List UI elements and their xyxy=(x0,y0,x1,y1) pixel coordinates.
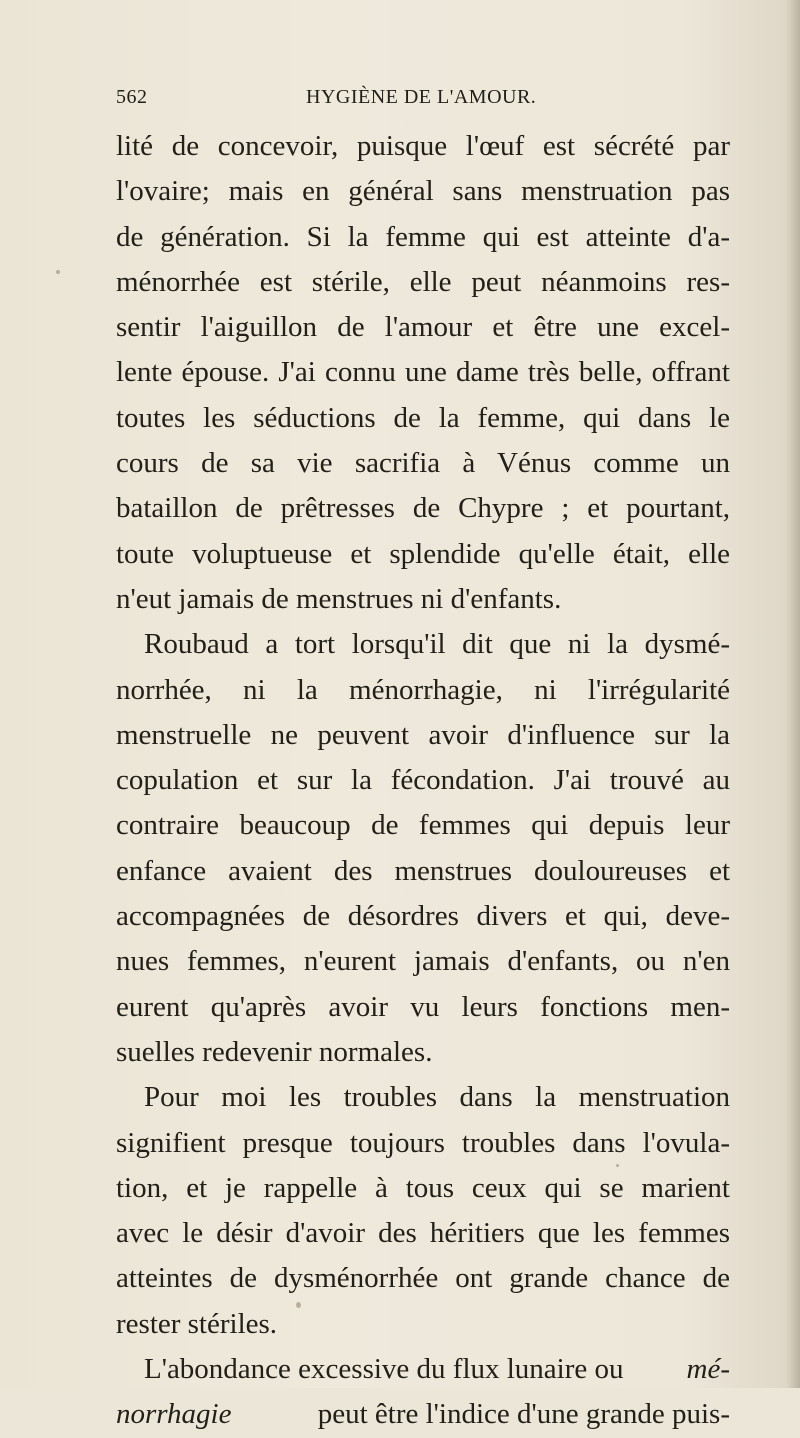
text-line xyxy=(116,1392,730,1437)
text-line: eurent qu'après avoir vu leurs fonctions men- xyxy=(116,990,730,1023)
text-line: enfance avaient des menstrues douloureuses et xyxy=(116,854,730,887)
text-line: norrhée, ni la ménorrhagie, ni l'irrégularité xyxy=(116,673,730,706)
text-line: bataillon de prêtresses de Chypre ; et pourtant, xyxy=(116,492,730,525)
running-title: HYGIÈNE DE L'AMOUR. xyxy=(306,86,537,108)
text-line: de génération. Si la femme qui est atteinte d'a- xyxy=(116,220,730,253)
paragraph-end-line: rester stériles. xyxy=(116,1307,278,1340)
text-line: l'ovaire; mais en général sans menstruation pas xyxy=(116,175,730,208)
text-line: atteintes de dysménorrhée ont grande chance de xyxy=(116,1262,730,1295)
text-line: tion, et je rappelle à tous ceux qui se marient xyxy=(116,1171,730,1204)
body-text xyxy=(116,124,730,1438)
text-line: sentir l'aiguillon de l'amour et être une excel- xyxy=(116,311,730,344)
page-number: 562 xyxy=(116,86,148,108)
paragraph-end-line: n'eut jamais de menstrues ni d'enfants. xyxy=(116,582,562,615)
page-edge-shadow xyxy=(786,0,800,1388)
text-line: accompagnées de désordres divers et qui, deve- xyxy=(116,900,730,933)
text-line: lité de concevoir, puisque l'œuf est sécrété par xyxy=(116,130,730,162)
text-line: ménorrhée est stérile, elle peut néanmoins res- xyxy=(116,265,730,298)
text-line: nues femmes, n'eurent jamais d'enfants, ou n'en xyxy=(116,945,730,978)
text-line: signifient presque toujours troubles dans l'ovula- xyxy=(116,1126,730,1159)
line-text: L'abondance excessive du flux lunaire ou xyxy=(144,1353,624,1386)
italic-term-fragment: mé- xyxy=(686,1353,730,1386)
paragraph-start-line xyxy=(116,1347,730,1392)
paper-speck xyxy=(296,1302,301,1308)
paragraph-start-line: Roubaud a tort lorsqu'il dit que ni la dysmé- xyxy=(144,628,730,661)
text-line: contraire beaucoup de femmes qui depuis leur xyxy=(116,809,730,842)
text-line: cours de sa vie sacrifia à Vénus comme un xyxy=(116,447,730,480)
text-line: lente épouse. J'ai connu une dame très belle, offrant xyxy=(116,356,730,389)
paragraph-start-line: Pour moi les troubles dans la menstruation xyxy=(144,1081,730,1114)
text-line: copulation et sur la fécondation. J'ai trouvé au xyxy=(116,764,730,797)
text-line: menstruelle ne peuvent avoir d'influence sur la xyxy=(116,718,730,751)
text-line: avec le désir d'avoir des héritiers que les femmes xyxy=(116,1217,730,1250)
text-line: toutes les séductions de la femme, qui dans le xyxy=(116,401,730,434)
paragraph-end-line: suelles redevenir normales. xyxy=(116,1035,433,1068)
paper-speck xyxy=(428,695,431,698)
italic-term: norrhagie xyxy=(116,1398,232,1431)
running-head xyxy=(116,86,730,114)
paper-speck xyxy=(56,270,60,274)
text-line: toute voluptueuse et splendide qu'elle était, elle xyxy=(116,537,730,570)
line-text: peut être l'indice d'une grande puis- xyxy=(310,1398,730,1431)
paper-speck xyxy=(616,1164,619,1167)
